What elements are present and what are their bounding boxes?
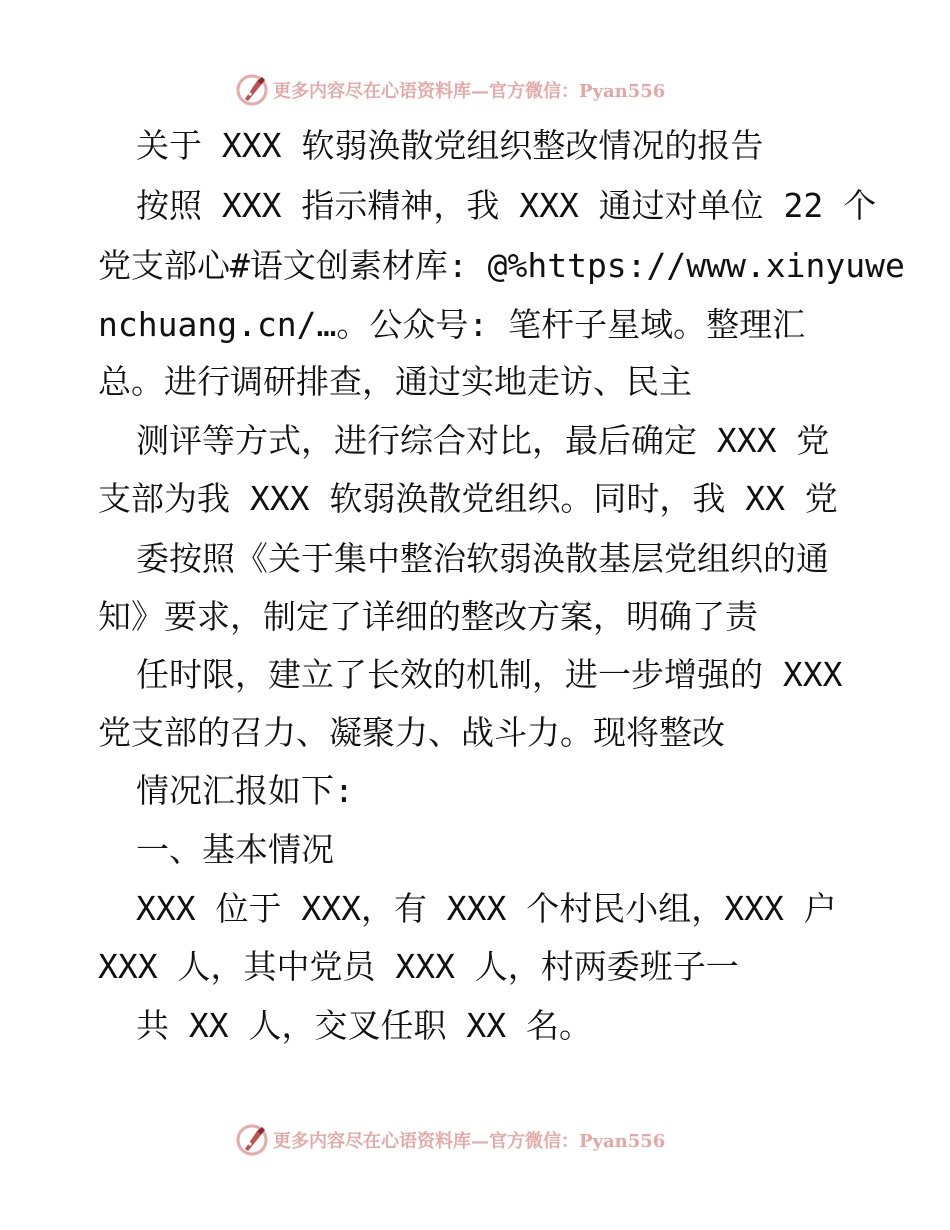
paragraph-line: XXX 人，其中党员 XXX 人，村两委班子一	[98, 947, 739, 986]
section-heading: 一、基本情况	[136, 830, 334, 869]
paragraph-line: 情况汇报如下:	[136, 771, 354, 810]
paragraph-line: XXX 位于 XXX，有 XXX 个村民小组，XXX 户	[136, 889, 837, 928]
watermark-text: 更多内容尽在心语资料库—官方微信：Pyan556	[273, 1131, 666, 1152]
watermark-text: 更多内容尽在心语资料库—官方微信：Pyan556	[273, 81, 666, 102]
paragraph-line: 总。进行调研排查，通过实地走访、民主	[98, 362, 692, 401]
paragraph-line: 知》要求，制定了详细的整改方案，明确了责	[98, 597, 758, 636]
paragraph-line: 按照 XXX 指示精神，我 XXX 通过对单位 22 个	[136, 186, 877, 225]
paragraph-line: 党支部心#语文创素材库: @%https://www.xinyuwe	[98, 246, 905, 285]
watermark-footer	[235, 1120, 715, 1160]
paragraph-line: 任时限，建立了长效的机制，进一步增强的 XXX	[136, 655, 843, 694]
paragraph-line: 支部为我 XXX 软弱涣散党组织。同时，我 XX 党	[98, 479, 838, 518]
paragraph-line: nchuang.cn/…。公众号: 笔杆子星域。整理汇	[98, 305, 806, 344]
paragraph-line: 共 XX 人，交叉任职 XX 名。	[136, 1006, 592, 1045]
paragraph-line: 测评等方式，进行综合对比，最后确定 XXX 党	[136, 421, 830, 460]
pen-nib-logo-icon	[235, 1123, 269, 1157]
paragraph-line: 党支部的召力、凝聚力、战斗力。现将整改	[98, 713, 725, 752]
paragraph-line: 委按照《关于集中整治软弱涣散基层党组织的通	[136, 539, 829, 578]
document-title: 关于 XXX 软弱涣散党组织整改情况的报告	[136, 126, 764, 165]
